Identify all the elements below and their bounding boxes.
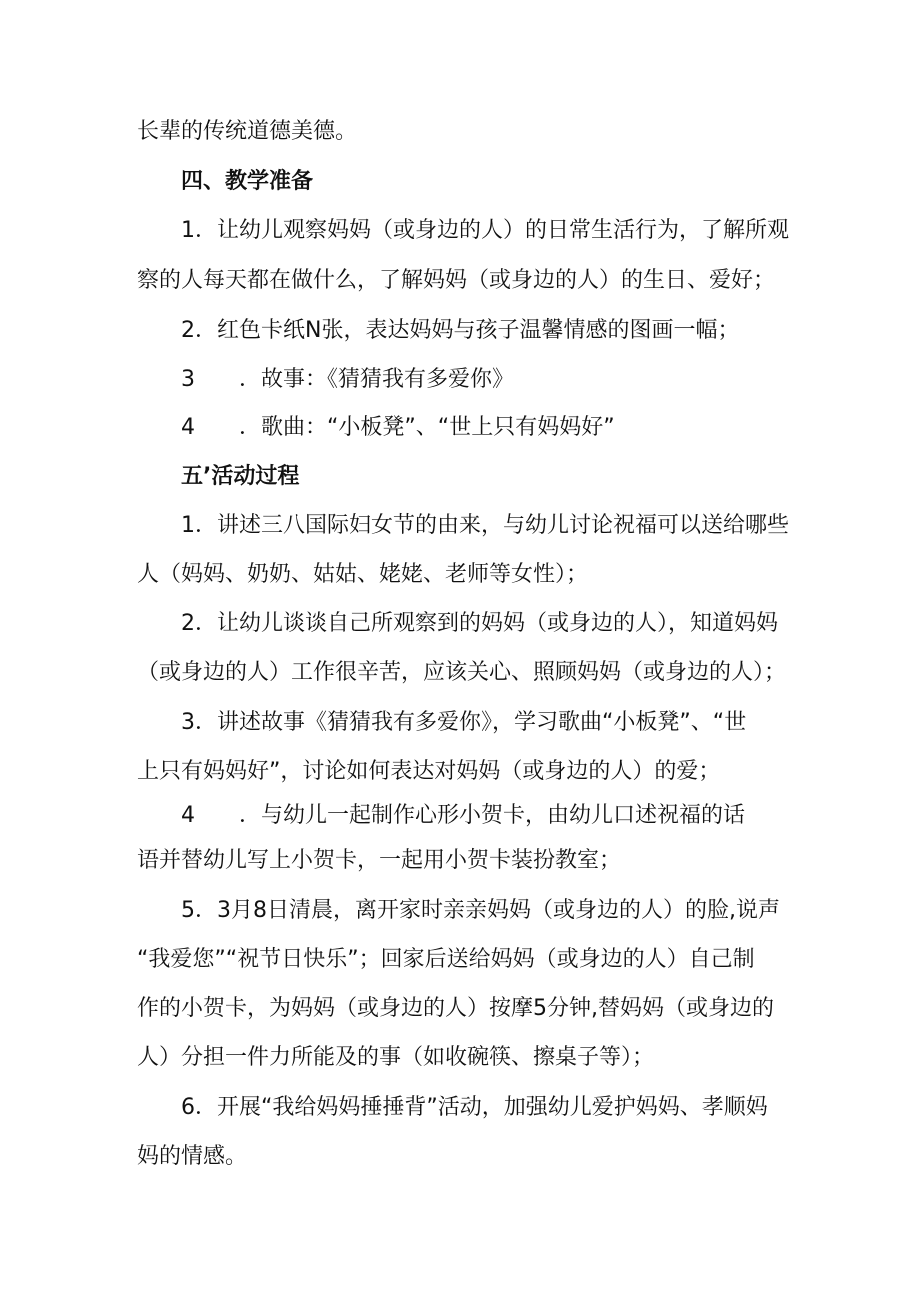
- prep-item-2: 2．红色卡纸N张，表达妈妈与孩子温馨情感的图画一幅；: [181, 318, 740, 343]
- process-item-4-line-1: [181, 801, 745, 831]
- process-item-4-text: ．与幼儿一起制作心形小贺卡，由幼儿口述祝福的话: [239, 803, 746, 828]
- prep-item-4-number: 4: [181, 415, 195, 440]
- paragraph-intro-tail: 长辈的传统道德美德。: [137, 119, 358, 144]
- prep-item-3: [181, 365, 514, 395]
- process-item-6-line-1: 6．开展“我给妈妈捶捶背”活动，加强幼儿爱护妈妈、孝顺妈: [181, 1095, 768, 1120]
- process-item-2-line-2: （或身边的人）工作很辛苦，应该关心、照顾妈妈（或身边的人）；: [137, 660, 787, 685]
- prep-item-3-number: 3: [181, 367, 195, 392]
- process-item-6-line-2: 妈的情感。: [137, 1144, 248, 1169]
- section-heading-preparation: 四、教学准备: [181, 169, 314, 194]
- process-item-1-line-2: 人（妈妈、奶奶、姑姑、姥姥、老师等女性）；: [137, 562, 589, 587]
- process-item-5-line-2: “我爱您”“祝节日快乐”；回家后送给妈妈（或身边的人）自己制: [137, 947, 755, 972]
- process-item-5-line-4: 人）分担一件力所能及的事（如收碗筷、擦桌子等）；: [137, 1045, 655, 1070]
- prep-item-4-text: ．歌曲：“小板凳”、“世上只有妈妈好”: [239, 415, 615, 440]
- process-item-3-line-1: 3．讲述故事《猜猜我有多爱你》，学习歌曲“小板凳”、“世: [181, 710, 747, 735]
- prep-item-3-text: ．故事：《猜猜我有多爱你》: [239, 367, 515, 392]
- prep-item-1-line-2: 察的人每天都在做什么，了解妈妈（或身边的人）的生日、爱好；: [137, 268, 776, 293]
- section-heading-process: 五’活动过程: [181, 464, 300, 489]
- process-item-2-line-1: 2．让幼儿谈谈自己所观察到的妈妈（或身边的人），知道妈妈: [181, 611, 778, 636]
- process-item-4-number: 4: [181, 803, 195, 828]
- process-item-1-line-1: 1．讲述三八国际妇女节的由来，与幼儿讨论祝福可以送给哪些: [181, 513, 789, 538]
- prep-item-4: [181, 413, 615, 443]
- process-item-3-line-2: 上只有妈妈好”，讨论如何表达对妈妈（或身边的人）的爱；: [137, 759, 721, 784]
- process-item-5-line-1: 5．3月8日清晨，离开家时亲亲妈妈（或身边的人）的脸,说声: [181, 898, 780, 923]
- prep-item-1-line-1: 1．让幼儿观察妈妈（或身边的人）的日常生活行为，了解所观: [181, 218, 789, 243]
- process-item-5-line-3: 作的小贺卡，为妈妈（或身边的人）按摩5分钟,替妈妈（或身边的: [137, 996, 774, 1021]
- process-item-4-line-2: 语并替幼儿写上小贺卡，一起用小贺卡装扮教室；: [137, 848, 622, 873]
